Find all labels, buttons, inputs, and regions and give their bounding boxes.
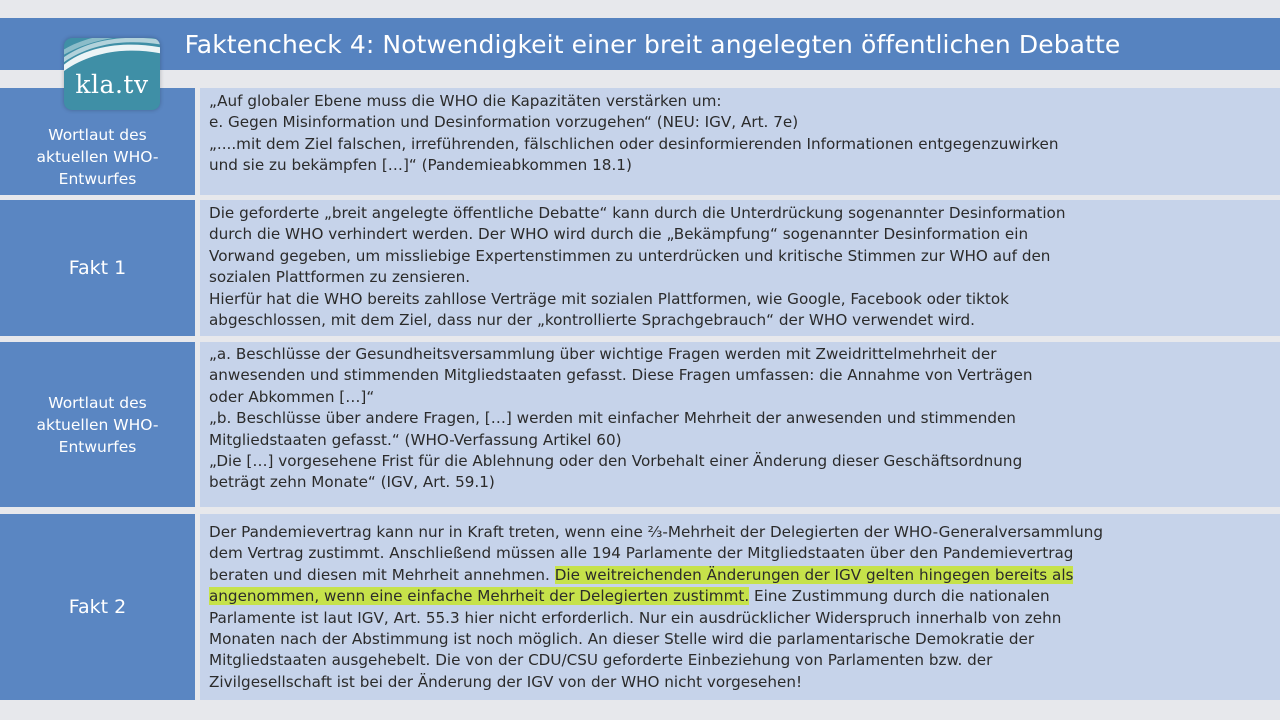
row-content: [200, 514, 1280, 700]
text-line: Die geforderte „breit angelegte öffentliche Debatte“ kann durch die Unterdrückung sogenannter Desinformation: [209, 204, 1066, 222]
page-title: Faktencheck 4: Notwendigkeit einer breit angelegten öffentlichen Debatte: [184, 29, 1121, 59]
text-line: und sie zu bekämpfen […]“ (Pandemieabkommen 18.1): [209, 156, 632, 175]
text-line: Mitgliedstaaten ausgehebelt. Die von der CDU/CSU geforderte Einbeziehung von Parlamenten bzw. der: [209, 651, 993, 670]
text-line: sozialen Plattformen zu zensieren.: [209, 268, 471, 287]
row-content: [200, 200, 1280, 336]
text-line: oder Abkommen […]“: [209, 387, 375, 406]
row-label: Fakt 2: [0, 514, 195, 700]
text-line: angenommen, wenn eine einfache Mehrheit der Delegierten zustimmt. Eine Zustimmung durch die nationalen: [209, 587, 1050, 606]
row-content: [200, 342, 1280, 507]
text-line: Parlamente ist laut IGV, Art. 55.3 hier nicht erforderlich. Nur ein ausdrücklicher Widerspruch innerhalb von zehn: [209, 608, 1062, 627]
highlighted-text: angenommen, wenn eine einfache Mehrheit der Delegierten zustimmt.: [209, 587, 750, 606]
text-line: anwesenden und stimmenden Mitgliedstaaten gefasst. Diese Fragen umfassen: die Annahme von Verträgen: [209, 366, 1033, 385]
text-line: e. Gegen Misinformation und Desinformation vorzugehen“ (NEU: IGV, Art. 7e): [209, 113, 799, 132]
logo-text: kla.tv: [75, 70, 149, 99]
text-line: Der Pandemievertrag kann nur in Kraft treten, wenn eine ⅔-Mehrheit der Delegierten der WHO-Generalversammlung: [209, 523, 1104, 541]
text-line: Monaten nach der Abstimmung ist noch möglich. An dieser Stelle wird die parlamentarische Demokratie der: [209, 630, 1035, 649]
text-line: „....mit dem Ziel falschen, irreführenden, fälschlichen oder desinformierenden Informationen entgegenzuwirken: [209, 134, 1059, 153]
text-line: „a. Beschlüsse der Gesundheitsversammlung über wichtige Fragen werden mit Zweidrittelmehrheit der: [209, 345, 997, 363]
text-line: Mitgliedstaaten gefasst.“ (WHO-Verfassung Artikel 60): [209, 430, 622, 449]
text-line: dem Vertrag zustimmt. Anschließend müssen alle 194 Parlamente der Mitgliedstaaten über den Pandemievertrag: [209, 544, 1074, 563]
text-line: Vorwand gegeben, um missliebige Expertenstimmen zu unterdrücken und kritische Stimmen zur WHO auf den: [209, 246, 1051, 265]
text-line: beträgt zehn Monate“ (IGV, Art. 59.1): [209, 473, 495, 492]
row-label: Wortlaut des aktuellen WHO-Entwurfes: [0, 88, 195, 195]
text-line: durch die WHO verhindert werden. Der WHO wird durch die „Bekämpfung“ sogenannter Desinformation ein: [209, 225, 1029, 244]
kla-tv-logo: [64, 38, 160, 110]
text-line: „Auf globaler Ebene muss die WHO die Kapazitäten verstärken um:: [209, 92, 722, 110]
text-line: „Die […] vorgesehene Frist für die Ablehnung oder den Vorbehalt einer Änderung dieser Geschäftsordnung: [209, 452, 1023, 471]
row-label: Wortlaut des aktuellen WHO-Entwurfes: [0, 342, 195, 507]
text-line: Zivilgesellschaft ist bei der Änderung der IGV von der WHO nicht vorgesehen!: [209, 672, 803, 691]
text-line: abgeschlossen, mit dem Ziel, dass nur der „kontrollierte Sprachgebrauch“ der WHO verwendet wird.: [209, 311, 975, 330]
highlighted-text: Die weitreichenden Änderungen der IGV gelten hingegen bereits als: [554, 565, 1074, 584]
title-bar: [0, 18, 1280, 70]
text-line: „b. Beschlüsse über andere Fragen, […] werden mit einfacher Mehrheit der anwesenden und stimmenden: [209, 409, 1016, 428]
text-line: beraten und diesen mit Mehrheit annehmen. Die weitreichenden Änderungen der IGV gelten hingegen bereits als: [209, 565, 1074, 584]
row-label: Fakt 1: [0, 200, 195, 336]
row-content: [200, 88, 1280, 195]
text-line: Hierfür hat die WHO bereits zahllose Verträge mit sozialen Plattformen, wie Google, Facebook oder tiktok: [209, 289, 1009, 308]
